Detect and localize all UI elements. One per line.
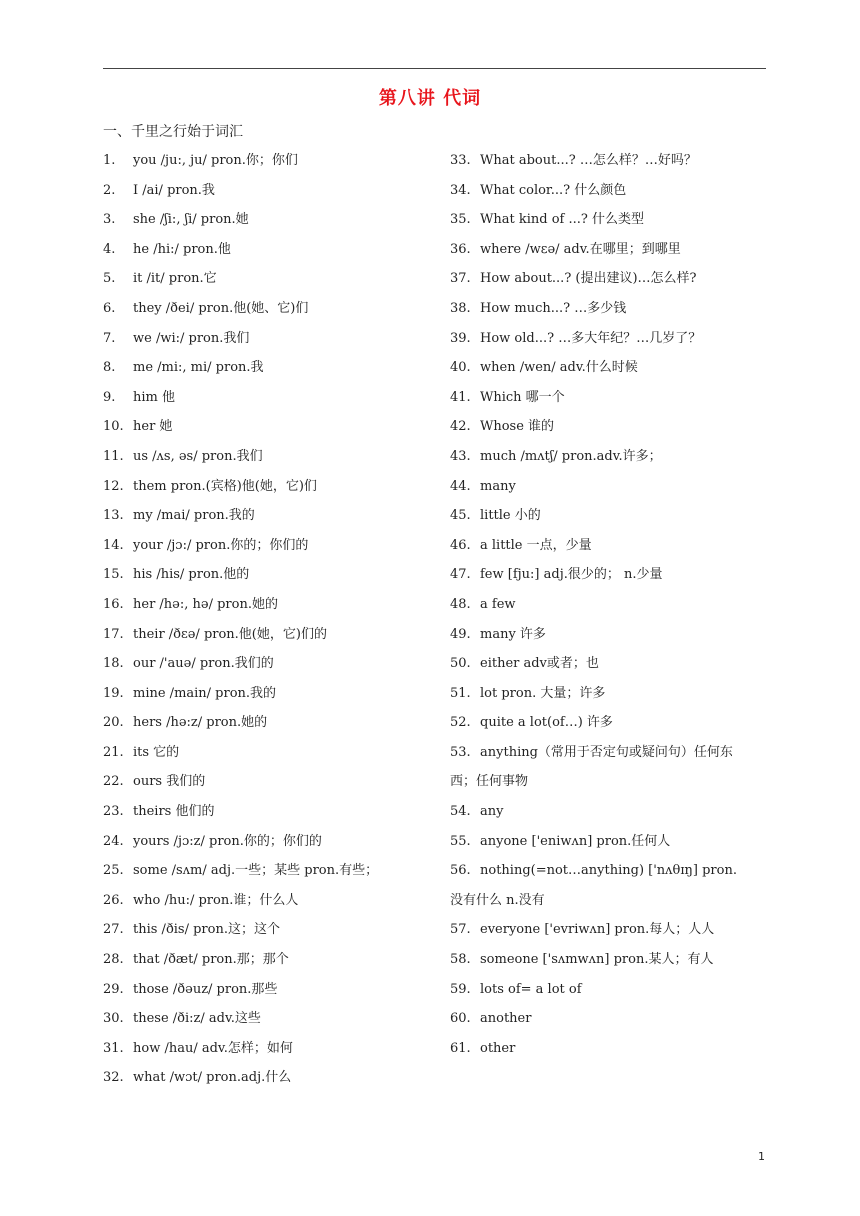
entry-text: your /jɔ:/ pron.你的；你们的 [133, 537, 309, 553]
vocab-entry [450, 620, 770, 650]
entry-text: other [480, 1040, 516, 1056]
section-heading: 一、千里之行始于词汇 [103, 124, 243, 140]
entry-text: Which 哪一个 [480, 389, 565, 405]
vocab-entry [103, 442, 433, 472]
vocab-entry [103, 383, 433, 413]
left-column [103, 146, 433, 1093]
entry-number: 22. [103, 774, 124, 790]
entry-text: me /mi:, mi/ pron.我 [133, 360, 264, 376]
entry-text: some /sʌm/ adj.一些；某些 pron.有些； [133, 863, 379, 879]
header-rule [103, 68, 766, 69]
vocab-entry [103, 1063, 433, 1093]
vocab-entry [103, 560, 433, 590]
entry-text: much /mʌtʃ/ pron.adv.许多； [480, 448, 662, 464]
entry-text: What color...? 什么颜色 [480, 182, 627, 198]
entry-text: his /his/ pron.他的 [133, 567, 250, 583]
vocab-entry [103, 975, 433, 1005]
entry-number: 19. [103, 685, 124, 701]
entry-number: 7. [103, 330, 116, 346]
entry-number: 45. [450, 508, 471, 524]
vocab-entry [103, 827, 433, 857]
entry-text: yours /jɔ:z/ pron.你的；你们的 [133, 833, 322, 849]
entry-text: this /ðis/ pron.这；这个 [133, 922, 280, 938]
vocab-entry [450, 235, 770, 265]
entry-number: 4. [103, 241, 116, 257]
entry-number: 15. [103, 567, 124, 583]
vocab-entry [450, 472, 770, 502]
entry-text: anything（常用于否定句或疑问句）任何东 [480, 744, 733, 760]
vocab-entry [103, 472, 433, 502]
vocab-entry [450, 205, 770, 235]
entry-text: What kind of ...? 什么类型 [480, 212, 644, 228]
entry-number: 24. [103, 833, 124, 849]
vocab-entry [450, 176, 770, 206]
entry-text: anyone ['eniwʌn] pron.任何人 [480, 833, 671, 849]
entry-number: 1. [103, 153, 116, 168]
entry-text: him 他 [133, 389, 175, 405]
entry-number: 31. [103, 1040, 124, 1056]
entry-number: 51. [450, 685, 471, 701]
entry-text: How about...? (提出建议)…怎么样? [480, 271, 697, 287]
entry-continuation: 西；任何事物 [450, 774, 529, 790]
vocab-entry [103, 679, 433, 709]
entry-number: 5. [103, 271, 116, 287]
vocab-entry [103, 146, 433, 176]
right-column [450, 146, 770, 1063]
vocab-entry [450, 353, 770, 383]
entry-number: 35. [450, 212, 471, 228]
entry-text: everyone ['evriwʌn] pron.每人；人人 [480, 922, 715, 938]
entry-number: 39. [450, 330, 471, 346]
vocab-entry [450, 856, 770, 886]
entry-number: 29. [103, 981, 124, 997]
entry-number: 57. [450, 922, 471, 938]
entry-text: How much...? …多少钱 [480, 300, 627, 316]
vocab-entry [450, 560, 770, 590]
entry-number: 12. [103, 478, 124, 494]
entry-text: my /mai/ pron.我的 [133, 508, 255, 524]
entry-text: theirs 他们的 [133, 804, 215, 820]
vocab-entry [103, 620, 433, 650]
entry-text: any [480, 804, 504, 820]
vocab-entry [450, 915, 770, 945]
vocab-entry [450, 531, 770, 561]
entry-number: 20. [103, 715, 124, 731]
entry-number: 21. [103, 744, 124, 760]
entry-number: 8. [103, 360, 116, 376]
vocab-entry [103, 205, 433, 235]
entry-text: her /hə:, hə/ pron.她的 [133, 596, 278, 612]
vocab-entry [103, 649, 433, 679]
entry-text: where /wεə/ adv.在哪里；到哪里 [480, 241, 681, 257]
entry-number: 59. [450, 981, 471, 997]
vocab-entry [103, 708, 433, 738]
entry-number: 60. [450, 1011, 471, 1027]
entry-text: Whose 谁的 [480, 419, 555, 435]
vocab-entry [450, 1034, 770, 1064]
vocab-entry [450, 679, 770, 709]
entry-text: he /hi:/ pron.他 [133, 241, 231, 257]
entry-number: 61. [450, 1040, 471, 1056]
entry-number: 42. [450, 419, 471, 435]
vocab-entry [103, 264, 433, 294]
vocab-entry [103, 915, 433, 945]
entry-number: 3. [103, 212, 116, 228]
entry-text: how /hau/ adv.怎样；如何 [133, 1040, 293, 1056]
entry-text: what /wɔt/ pron.adj.什么 [133, 1070, 292, 1086]
entry-text: we /wi:/ pron.我们 [133, 330, 250, 346]
entry-continuation: 没有什么 n.没有 [450, 892, 545, 908]
entry-number: 26. [103, 892, 124, 908]
vocab-entry [103, 945, 433, 975]
entry-text: those /ðəuz/ pron.那些 [133, 981, 278, 997]
entry-text: many [480, 478, 516, 494]
entry-number: 46. [450, 537, 471, 553]
entry-text: who /hu:/ pron.谁；什么人 [133, 892, 299, 908]
vocab-entry [450, 146, 770, 176]
entry-text: these /ði:z/ adv.这些 [133, 1011, 261, 1027]
entry-number: 55. [450, 833, 471, 849]
vocab-entry [103, 294, 433, 324]
entry-number: 53. [450, 744, 471, 760]
entry-number: 44. [450, 478, 471, 494]
vocab-entry [450, 501, 770, 531]
entry-number: 50. [450, 656, 471, 672]
entry-text: a few [480, 596, 516, 612]
entry-number: 56. [450, 863, 471, 879]
page-title: 第八讲 代词 [378, 88, 482, 109]
vocab-entry [103, 501, 433, 531]
entry-text: it /it/ pron.它 [133, 271, 217, 287]
entry-text: you /ju:, ju/ pron.你；你们 [133, 153, 298, 168]
entry-text: their /ðɛə/ pron.他(她，它)们的 [133, 626, 327, 642]
vocab-entry [103, 353, 433, 383]
entry-number: 27. [103, 922, 124, 938]
entry-number: 58. [450, 952, 471, 968]
entry-text: someone ['sʌmwʌn] pron.某人；有人 [480, 952, 714, 968]
entry-text: How old...? …多大年纪？…几岁了？ [480, 330, 702, 346]
entry-number: 33. [450, 153, 471, 168]
vocab-entry [103, 590, 433, 620]
vocab-entry [450, 708, 770, 738]
entry-number: 6. [103, 300, 116, 316]
entry-text: I /ai/ pron.我 [133, 182, 215, 198]
entry-number: 13. [103, 508, 124, 524]
entry-text: either adv或者；也 [480, 656, 599, 672]
entry-number: 48. [450, 596, 471, 612]
entry-text: many 许多 [480, 626, 546, 642]
entry-text: few [fju:] adj.很少的； n.少量 [480, 567, 663, 583]
entry-number: 54. [450, 804, 471, 820]
vocab-entry [103, 767, 433, 797]
vocab-entry [450, 945, 770, 975]
entry-number: 14. [103, 537, 124, 553]
vocab-entry [450, 827, 770, 857]
entry-number: 28. [103, 952, 124, 968]
entry-text: lots of= a lot of [480, 981, 582, 997]
entry-text: her 她 [133, 419, 173, 435]
entry-text: when /wen/ adv.什么时候 [480, 360, 638, 376]
entry-number: 34. [450, 182, 471, 198]
vocab-entry [450, 412, 770, 442]
entry-number: 25. [103, 863, 124, 879]
entry-text: little 小的 [480, 508, 541, 524]
vocab-entry [450, 324, 770, 354]
vocab-entry [103, 176, 433, 206]
entry-number: 36. [450, 241, 471, 257]
entry-number: 43. [450, 448, 471, 464]
entry-text: they /ðei/ pron.他(她、它)们 [133, 300, 309, 316]
entry-text: its 它的 [133, 744, 180, 760]
vocab-entry [450, 738, 770, 768]
vocab-entry [103, 886, 433, 916]
vocab-entry [450, 649, 770, 679]
entry-text: hers /hə:z/ pron.她的 [133, 715, 268, 731]
page-number: 1 [758, 1150, 765, 1163]
entry-number: 30. [103, 1011, 124, 1027]
entry-number: 49. [450, 626, 471, 642]
entry-text: quite a lot(of…) 许多 [480, 715, 613, 731]
entry-text: mine /main/ pron.我的 [133, 685, 277, 701]
entry-number: 11. [103, 448, 124, 464]
vocab-entry [450, 264, 770, 294]
entry-number: 38. [450, 300, 471, 316]
entry-number: 9. [103, 389, 116, 405]
entry-number: 40. [450, 360, 471, 376]
entry-number: 32. [103, 1070, 124, 1086]
entry-number: 17. [103, 626, 124, 642]
entry-number: 16. [103, 596, 124, 612]
vocab-entry [450, 1004, 770, 1034]
entry-text: that /ðæt/ pron.那；那个 [133, 952, 289, 968]
vocab-entry [450, 590, 770, 620]
vocab-entry [103, 1004, 433, 1034]
vocab-entry [450, 797, 770, 827]
entry-number: 52. [450, 715, 471, 731]
entry-text: What about...? …怎么样？…好吗？ [480, 153, 697, 168]
entry-number: 47. [450, 567, 471, 583]
vocab-entry [450, 442, 770, 472]
vocab-entry [103, 412, 433, 442]
vocab-entry [450, 975, 770, 1005]
entry-text: she /ʃi:, ʃi/ pron.她 [133, 212, 249, 228]
entry-text: a little 一点，少量 [480, 537, 592, 553]
entry-text: them pron.(宾格)他(她，它)们 [133, 478, 317, 494]
entry-text: our /'auə/ pron.我们的 [133, 656, 274, 672]
vocab-entry [103, 856, 433, 886]
entry-text: lot pron. 大量；许多 [480, 685, 606, 701]
entry-number: 18. [103, 656, 124, 672]
vocab-entry [103, 797, 433, 827]
vocab-entry [450, 294, 770, 324]
entry-text: another [480, 1011, 532, 1027]
entry-number: 23. [103, 804, 124, 820]
vocab-entry [450, 383, 770, 413]
entry-number: 10. [103, 419, 124, 435]
entry-text: us /ʌs, əs/ pron.我们 [133, 448, 263, 464]
vocab-entry [103, 531, 433, 561]
vocab-entry [103, 1034, 433, 1064]
vocab-entry [103, 235, 433, 265]
vocab-entry [103, 324, 433, 354]
entry-number: 41. [450, 389, 471, 405]
entry-text: nothing(=not…anything) ['nʌθɪŋ] pron. [480, 863, 737, 879]
entry-number: 2. [103, 182, 116, 198]
vocab-entry [103, 738, 433, 768]
entry-text: ours 我们的 [133, 774, 206, 790]
entry-number: 37. [450, 271, 471, 287]
